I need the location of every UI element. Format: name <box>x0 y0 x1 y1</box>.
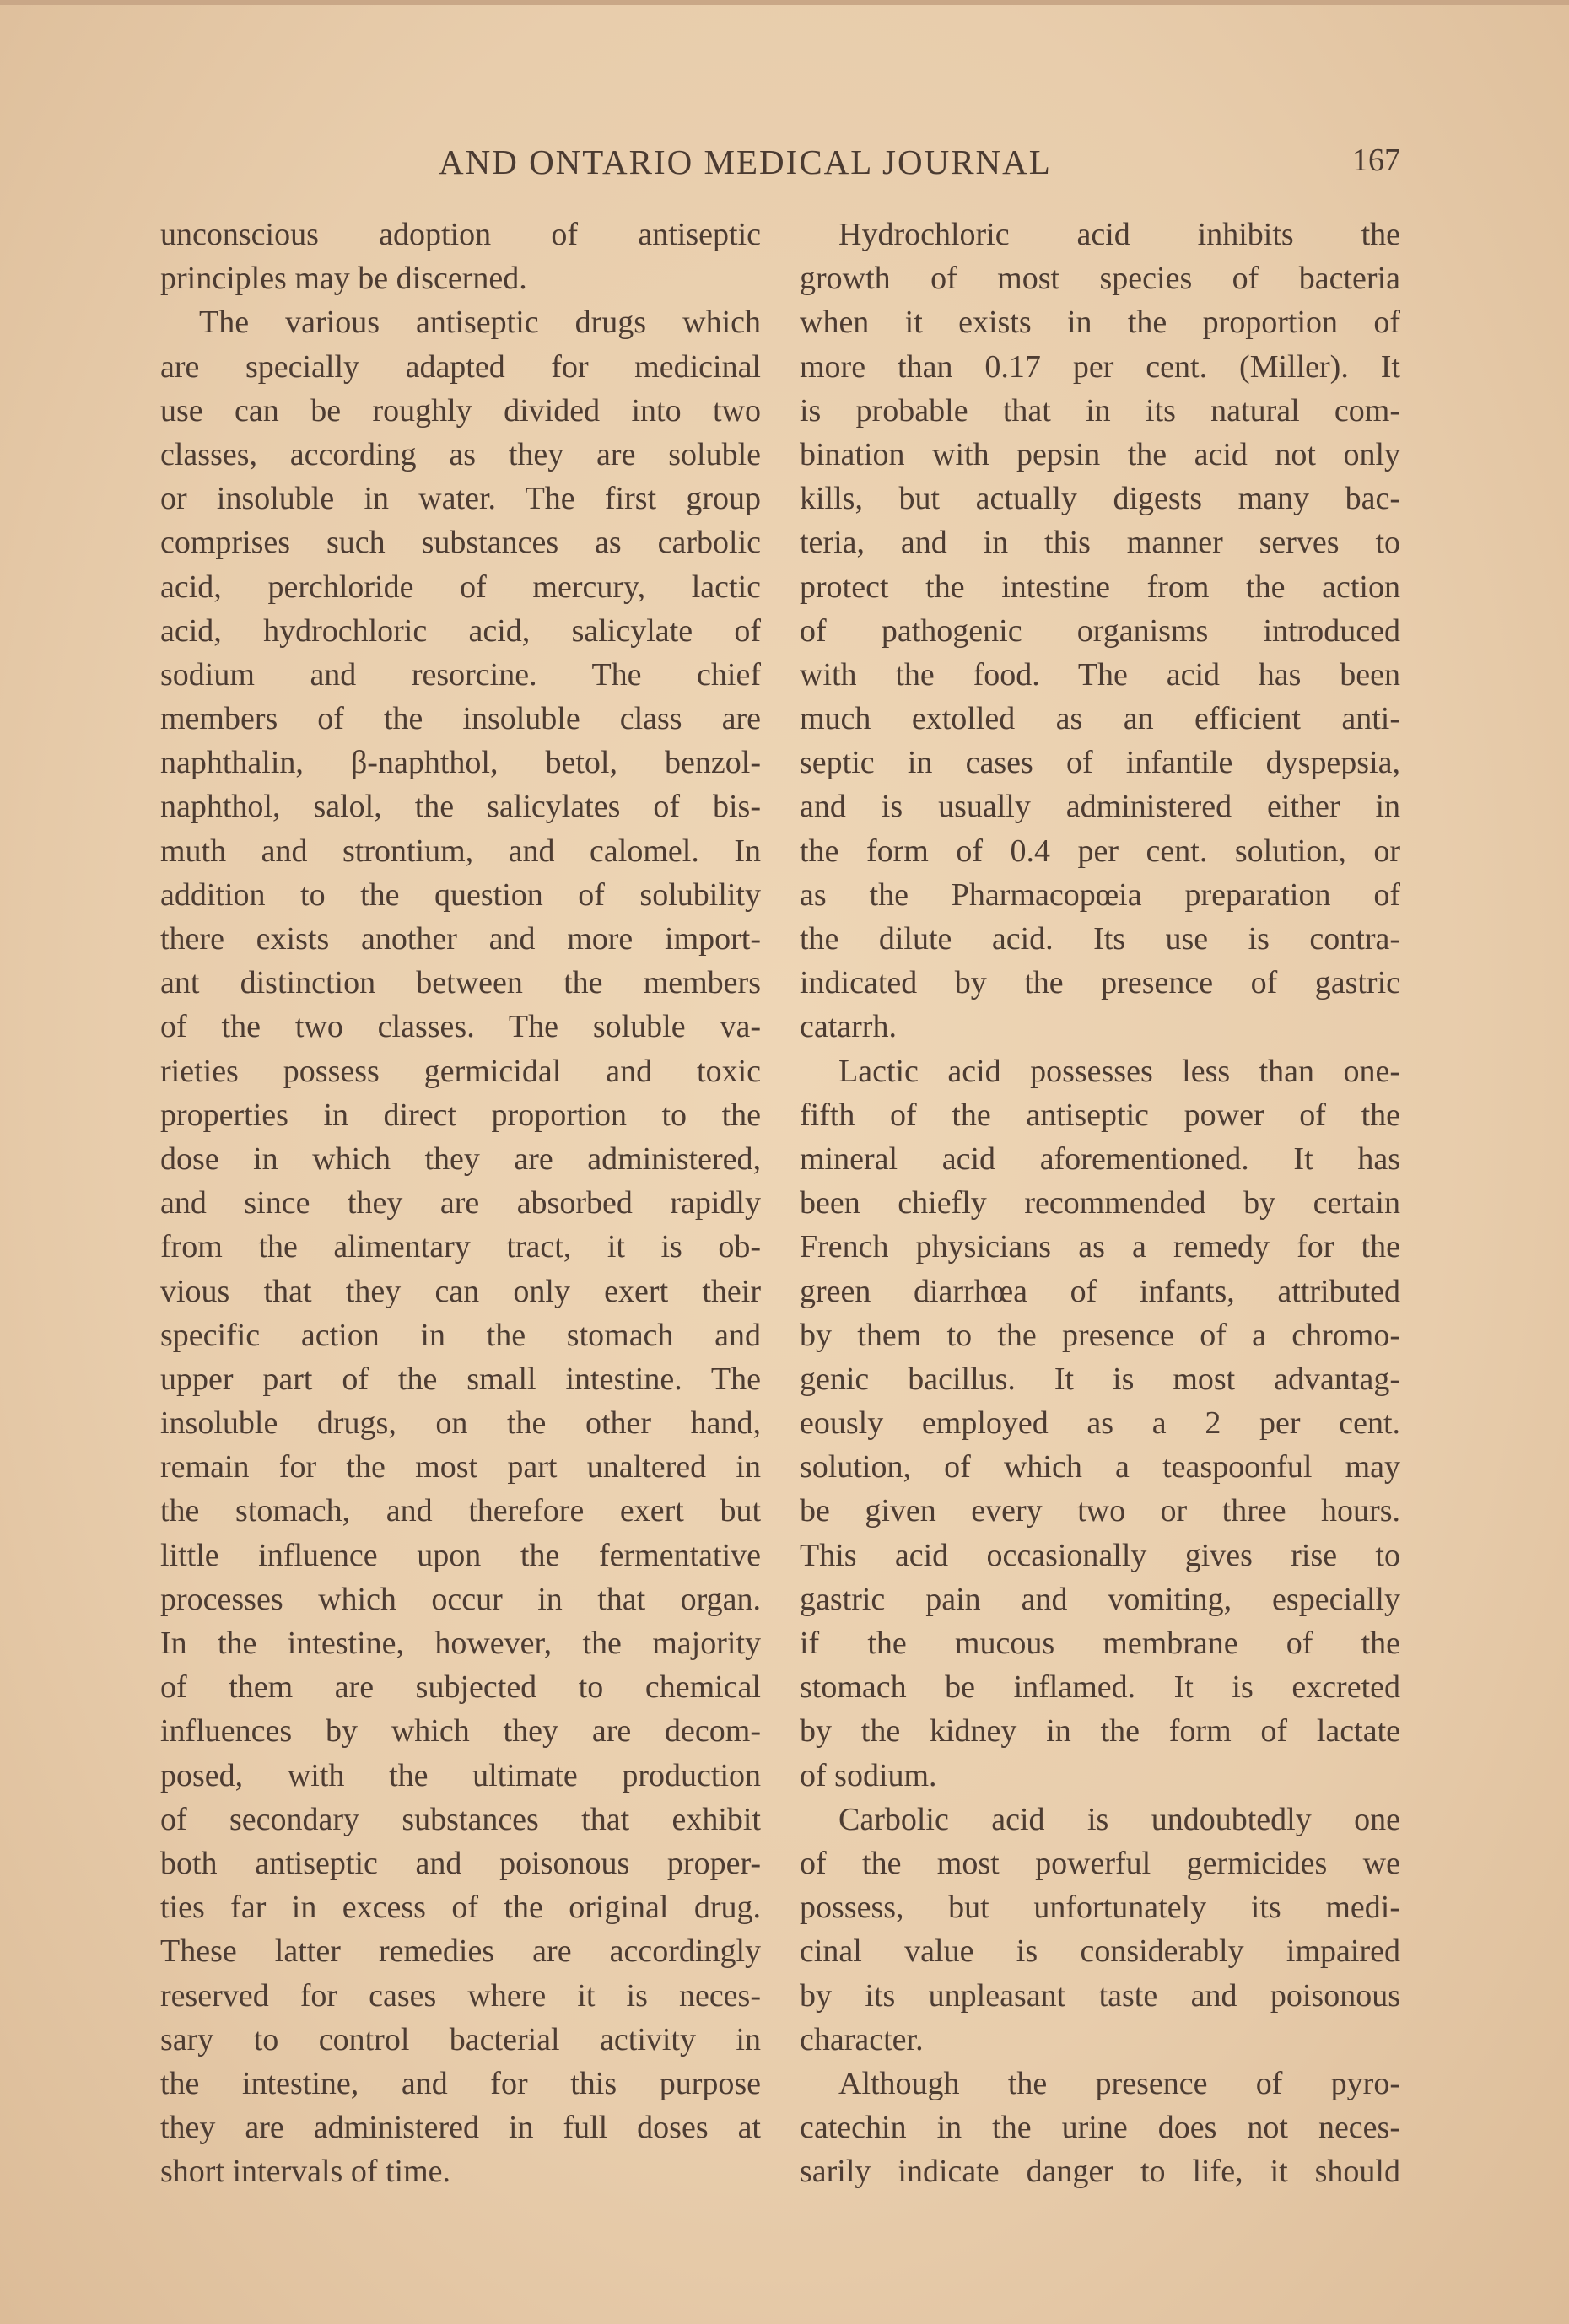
text-line: they are administered in full doses at <box>160 2110 761 2146</box>
text-line: of them are subjected to chemical <box>160 1669 761 1706</box>
left-column <box>160 213 761 2193</box>
text-line: by the kidney in the form of lactate <box>800 1713 1400 1750</box>
text-line: Lactic acid possesses less than one- <box>838 1053 1400 1089</box>
text-line: posed, with the ultimate production <box>160 1757 761 1793</box>
text-line: the form of 0.4 per cent. solution, or <box>800 833 1400 869</box>
text-line: the dilute acid. Its use is contra- <box>800 921 1400 957</box>
text-line: sodium and resorcine. The chief <box>160 656 761 693</box>
right-column <box>800 213 1400 2193</box>
text-line: catarrh. <box>800 1009 897 1045</box>
text-line: The various antiseptic drugs which <box>199 305 761 341</box>
text-line: mineral acid aforementioned. It has <box>800 1140 1400 1177</box>
text-line: of sodium. <box>800 1757 937 1793</box>
text-line: with the food. The acid has been <box>800 656 1400 693</box>
text-line: naphthol, salol, the salicylates of bis- <box>160 789 761 825</box>
text-line: there exists another and more import- <box>160 921 761 957</box>
text-line: eously employed as a 2 per cent. <box>800 1405 1400 1442</box>
text-line: acid, hydrochloric acid, salicylate of <box>160 612 761 649</box>
text-line: be given every two or three hours. <box>800 1493 1400 1529</box>
page-number: 167 <box>1352 143 1400 178</box>
text-line: are specially adapted for medicinal <box>160 348 761 385</box>
text-line: growth of most species of bacteria <box>800 261 1400 297</box>
text-line: possess, but unfortunately its medi- <box>800 1890 1400 1926</box>
running-title: AND ONTARIO MEDICAL JOURNAL <box>439 143 1052 181</box>
text-line: stomach be inflamed. It is excreted <box>800 1669 1400 1706</box>
text-line: naphthalin, β-naphthol, betol, benzol- <box>160 745 761 781</box>
text-line: both antiseptic and poisonous proper- <box>160 1845 761 1881</box>
text-line: of the two classes. The soluble va- <box>160 1009 761 1045</box>
text-line: if the mucous membrane of the <box>800 1626 1400 1661</box>
text-line: catechin in the urine does not neces- <box>800 2110 1400 2146</box>
text-line: ant distinction between the members <box>160 965 761 1001</box>
text-line: insoluble drugs, on the other hand, <box>160 1405 761 1442</box>
text-line: the stomach, and therefore exert but <box>160 1493 761 1529</box>
text-line: short intervals of time. <box>160 2154 451 2190</box>
text-line: influences by which they are decom- <box>160 1713 761 1750</box>
text-line: when it exists in the proportion of <box>800 305 1400 341</box>
text-line: the intestine, and for this purpose <box>160 2065 761 2101</box>
text-line: dose in which they are administered, <box>160 1140 761 1177</box>
text-line: been chiefly recommended by certain <box>800 1185 1400 1221</box>
text-line: as the Pharmacopœia preparation of <box>800 876 1400 913</box>
text-line: upper part of the small intestine. The <box>160 1361 761 1397</box>
text-line: and since they are absorbed rapidly <box>160 1185 761 1221</box>
text-line: reserved for cases where it is neces- <box>160 1977 761 2014</box>
text-line: protect the intestine from the action <box>800 569 1400 605</box>
text-line: properties in direct proportion to the <box>160 1097 761 1133</box>
text-line: This acid occasionally gives rise to <box>800 1537 1400 1573</box>
text-line: remain for the most part unaltered in <box>160 1449 761 1486</box>
text-line: is probable that in its natural com- <box>800 392 1400 429</box>
text-line: green diarrhœa of infants, attributed <box>800 1273 1400 1309</box>
text-line: comprises such substances as carbolic <box>160 525 761 561</box>
text-line: fifth of the antiseptic power of the <box>800 1097 1400 1133</box>
text-line: bination with pepsin the acid not only <box>800 436 1400 472</box>
text-line: septic in cases of infantile dyspepsia, <box>800 745 1400 781</box>
text-line: Although the presence of pyro- <box>838 2065 1400 2101</box>
text-line: by its unpleasant taste and poisonous <box>800 1977 1400 2014</box>
text-line: These latter remedies are accordingly <box>160 1933 761 1970</box>
page-edge <box>0 0 1569 5</box>
text-line: acid, perchloride of mercury, lactic <box>160 569 761 605</box>
text-line: of secondary substances that exhibit <box>160 1801 761 1837</box>
text-line: and is usually administered either in <box>800 789 1400 825</box>
text-line: more than 0.17 per cent. (Miller). It <box>800 348 1400 385</box>
text-line: much extolled as an efficient anti- <box>800 701 1400 737</box>
text-line: of pathogenic organisms introduced <box>800 612 1400 649</box>
text-line: addition to the question of solubility <box>160 876 761 913</box>
text-line: character. <box>800 2021 924 2057</box>
text-line: gastric pain and vomiting, especially <box>800 1581 1400 1617</box>
text-line: French physicians as a remedy for the <box>800 1229 1400 1265</box>
text-line: specific action in the stomach and <box>160 1317 761 1353</box>
text-line: teria, and in this manner serves to <box>800 525 1400 561</box>
text-line: use can be roughly divided into two <box>160 392 761 429</box>
text-line: In the intestine, however, the majority <box>160 1626 761 1661</box>
text-line: little influence upon the fermentative <box>160 1537 761 1573</box>
text-line: sary to control bacterial activity in <box>160 2021 761 2057</box>
text-line: genic bacillus. It is most advantag- <box>800 1361 1400 1397</box>
text-line: members of the insoluble class are <box>160 701 761 737</box>
text-line: ties far in excess of the original drug. <box>160 1890 761 1926</box>
text-line: principles may be discerned. <box>160 261 527 297</box>
text-line: unconscious adoption of antiseptic <box>160 217 761 252</box>
text-line: by them to the presence of a chromo- <box>800 1317 1400 1353</box>
text-line: Hydrochloric acid inhibits the <box>838 217 1400 252</box>
page-header <box>160 142 1400 192</box>
text-line: Carbolic acid is undoubtedly one <box>838 1801 1400 1837</box>
text-line: vious that they can only exert their <box>160 1273 761 1309</box>
text-line: kills, but actually digests many bac- <box>800 481 1400 517</box>
text-line: solution, of which a teaspoonful may <box>800 1449 1400 1486</box>
text-line: or insoluble in water. The first group <box>160 481 761 517</box>
text-line: rieties possess germicidal and toxic <box>160 1053 761 1089</box>
text-line: indicated by the presence of gastric <box>800 965 1400 1001</box>
text-line: sarily indicate danger to life, it should <box>800 2154 1400 2190</box>
text-line: of the most powerful germicides we <box>800 1845 1400 1881</box>
text-line: classes, according as they are soluble <box>160 436 761 472</box>
text-line: from the alimentary tract, it is ob- <box>160 1229 761 1265</box>
text-line: muth and strontium, and calomel. In <box>160 833 761 869</box>
text-line: cinal value is considerably impaired <box>800 1933 1400 1970</box>
text-line: processes which occur in that organ. <box>160 1581 761 1617</box>
